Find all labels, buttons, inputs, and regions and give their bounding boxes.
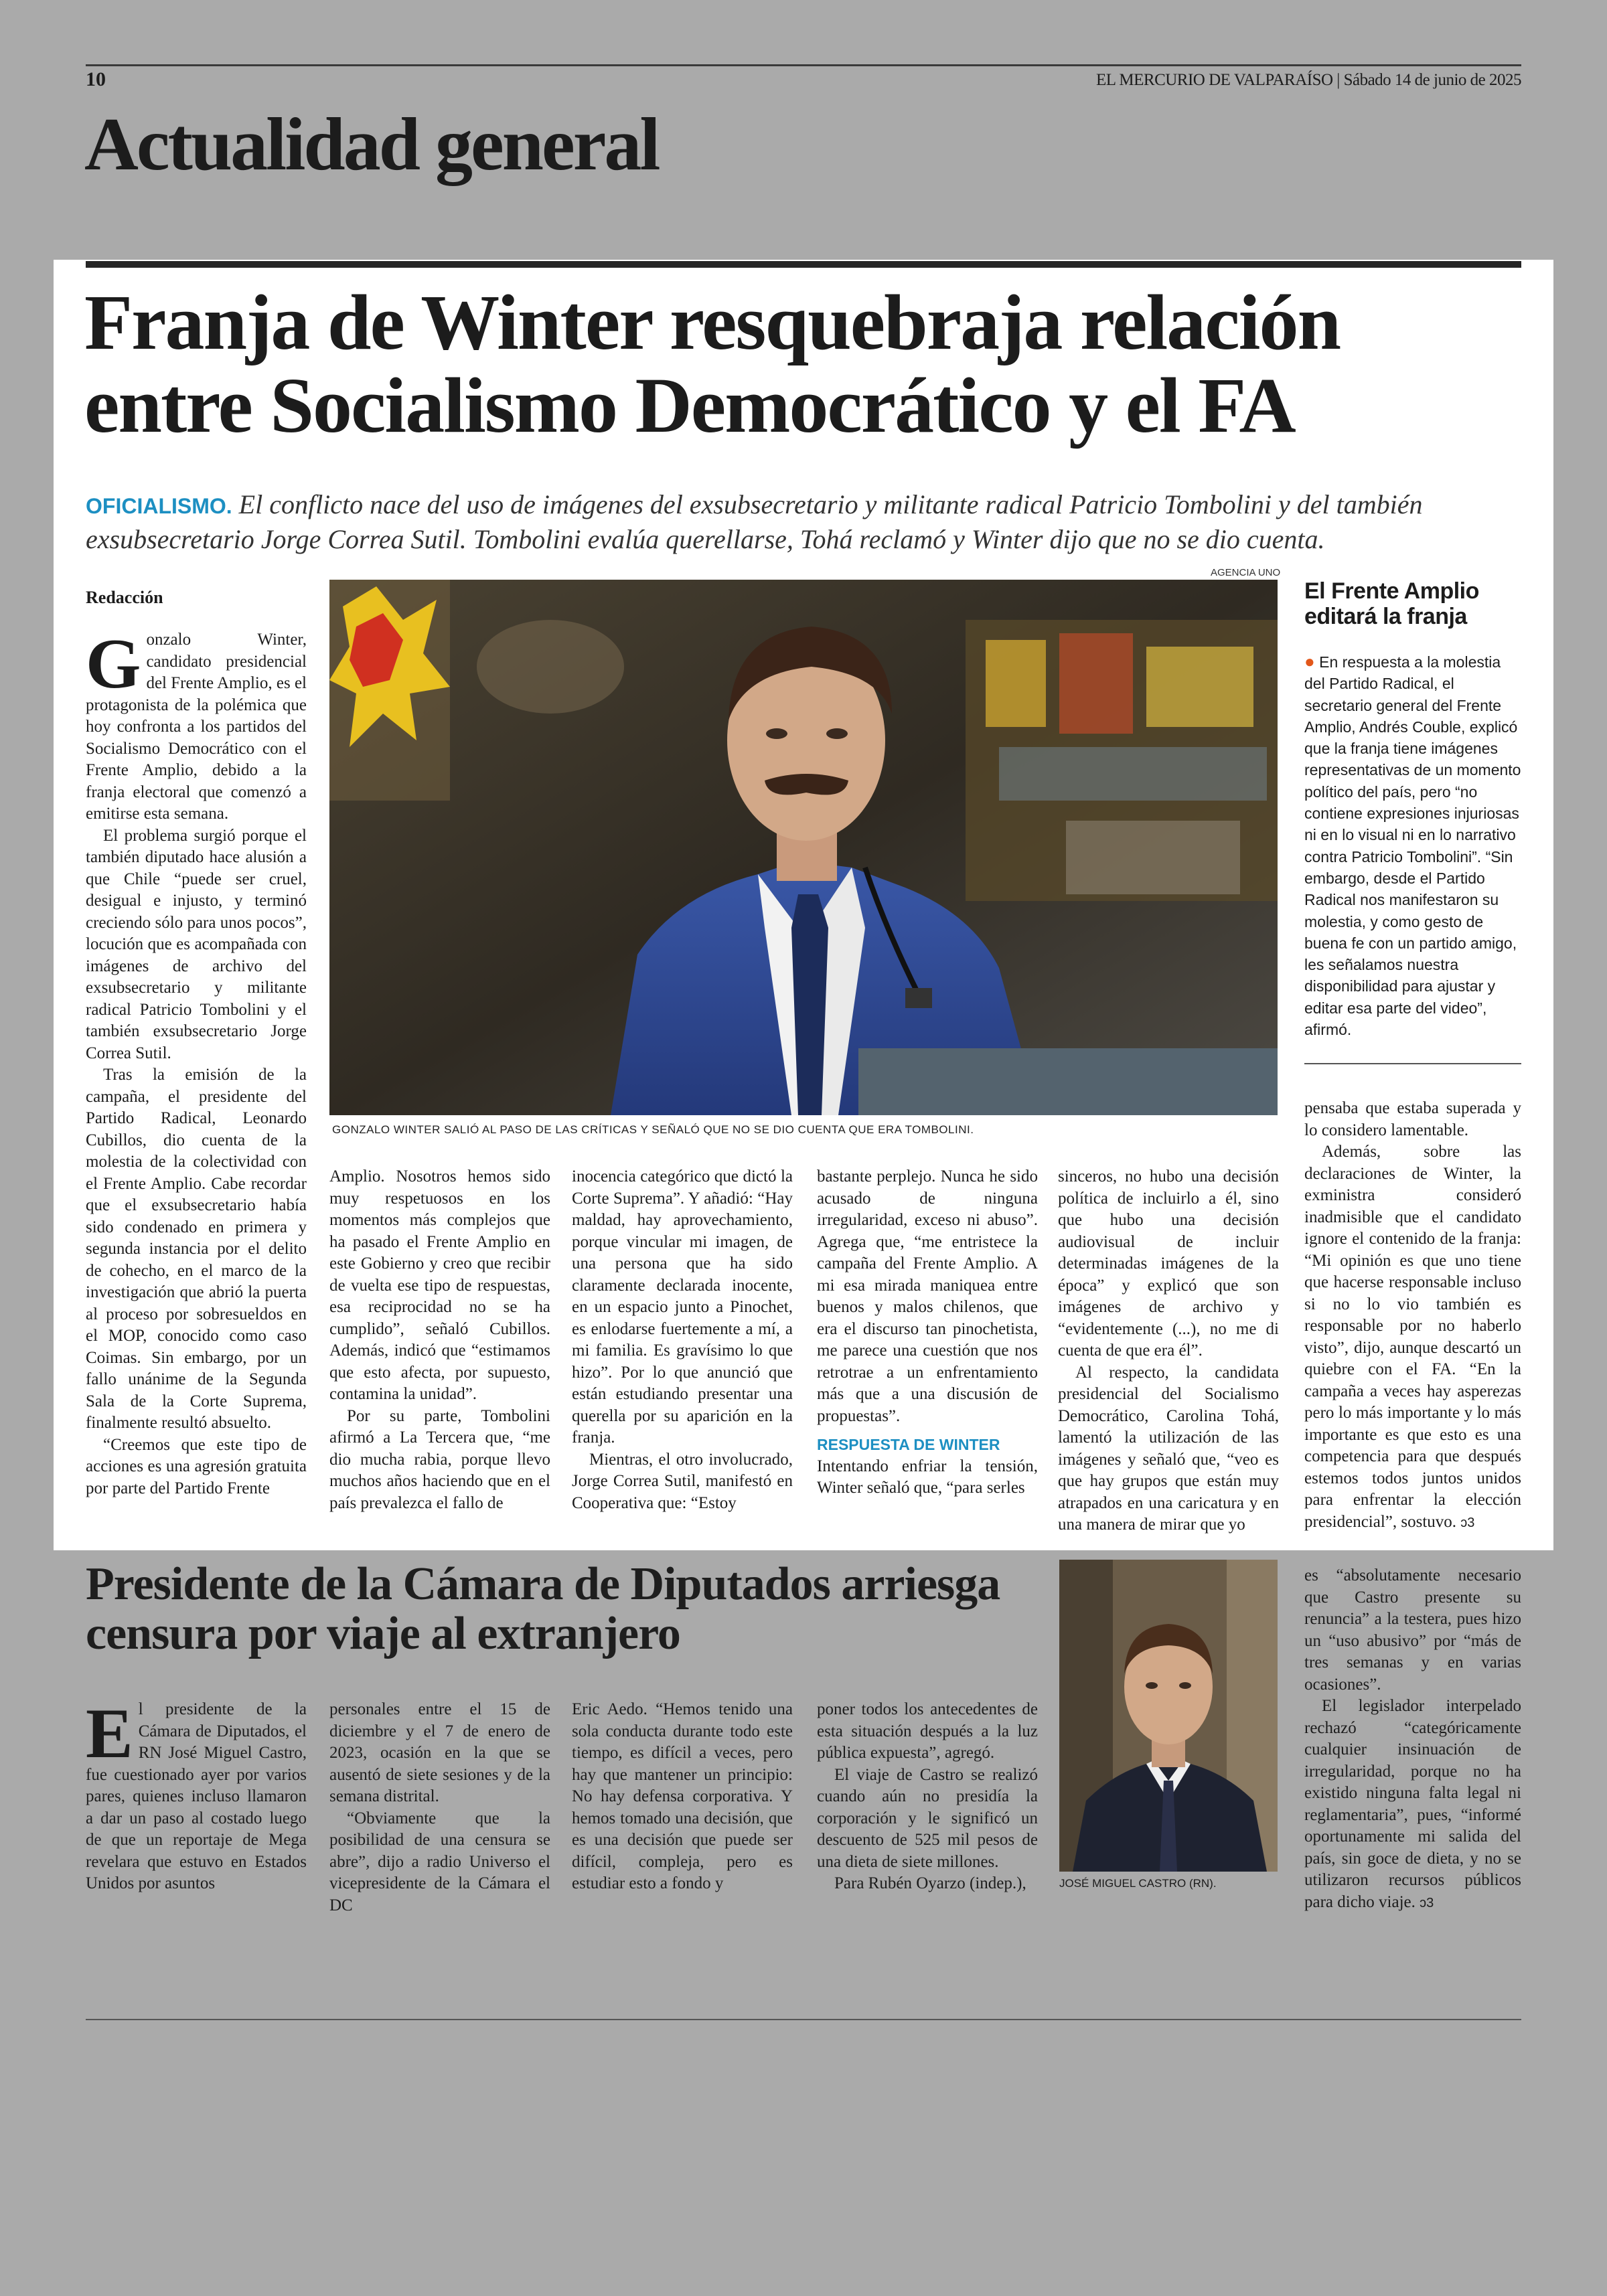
second-column-2 <box>329 1699 550 1916</box>
publication-info: EL MERCURIO DE VALPARAÍSO | Sábado 14 de junio de 2025 <box>1096 71 1521 89</box>
bullet-dot-icon: ● <box>1304 651 1315 671</box>
paragraph: pensaba que estaba superada y lo considero lamentable. <box>1304 1099 1521 1139</box>
byline: Redacción <box>86 588 163 607</box>
paragraph: Tras la emisión de la campaña, el presidente del Partido Radical, Leonardo Cubillos, dio cuenta de la molestia de la colectividad con el Frente Amplio. Cabe recordar que el exsubsecretario había sido condenado en primera y segunda instancia por el delito de cohecho, en el marco de la investigación que abrió la puerta al proceso por sobresueldos en el MOP, conocido como caso Coimas. Sin embargo, por un fallo unánime de la Segunda Sala de la Corte Suprema, finalmente resultó absuelto. <box>86 1066 307 1432</box>
paragraph: Para Rubén Oyarzo (indep.), <box>834 1874 1026 1892</box>
photo-credit: AGENCIA UNO <box>1211 567 1281 578</box>
sidebar-title: El Frente Amplio editará la franja <box>1304 578 1479 630</box>
paragraph: Por su parte, Tombolini afirmó a La Tercera que, “me dio mucha rabia, porque llevo muchos años haciendo que en el país prevalezca el fallo de <box>329 1406 550 1512</box>
paragraph: Intentando enfriar la tensión, Winter señaló que, “para serles <box>817 1457 1038 1497</box>
paragraph-text: El legislador interpelado rechazó “categóricamente cualquier insinuación de irregularidad, porque no ha existido ninguna falta legal ni reglamentaria”, pues, “informé oportunamente mi salida del país, sin goce de dieta, y no se utilizaron recursos públicos para dicho viaje. <box>1304 1697 1521 1911</box>
paragraph: Eric Aedo. “Hemos tenido una sola conducta durante todo este tiempo, es difícil a veces, pero hay que mantener un principio: No hay defensa corporativa. Y hemos tomado una decisión, que es una decisión que puede ser difícil, compleja, pero es estudiar esto a fondo y <box>572 1700 793 1892</box>
photo-jose-miguel-castro <box>1059 1560 1278 1872</box>
second-column-6 <box>1304 1565 1521 1914</box>
paragraph: Mientras, el otro involucrado, Jorge Correa Sutil, manifestó en Cooperativa que: “Estoy <box>572 1450 793 1512</box>
photo-gonzalo-winter <box>329 580 1278 1115</box>
main-column-4 <box>817 1166 1038 1499</box>
paragraph: poner todos los antecedentes de esta situación después a la luz pública expuesta”, agregó. <box>817 1700 1038 1762</box>
main-column-3 <box>572 1166 793 1514</box>
main-column-5 <box>1058 1166 1279 1536</box>
sidebar-body <box>1304 651 1523 1040</box>
second-column-3 <box>572 1699 793 1895</box>
paragraph: El viaje de Castro se realizó cuando aún no presidía la corporación y le significó un descuento de 525 mil pesos de una dieta de siete millones. <box>817 1765 1038 1871</box>
second-column-1 <box>86 1694 307 1895</box>
paragraph: “Creemos que este tipo de acciones es una agresión gratuita por parte del Partido Frente <box>86 1435 307 1497</box>
paragraph: El problema surgió porque el también diputado hace alusión a que Chile “puede ser cruel, desigual e injusto, y terminó creciendo sólo para unos pocos”, locución que es acompañada con imágenes de archivo del exsubsecretario y militante radical Patricio Tombolini y el también exsubsecretario Jorge Correa Sutil. <box>86 826 307 1062</box>
page-top-rule <box>86 64 1521 66</box>
bottom-rule <box>86 2019 1521 2020</box>
paragraph: personales entre el 15 de diciembre y el 7 de enero de 2023, ocasión en la que se ausentó de siete sesiones y de la semana distrital. <box>329 1700 550 1805</box>
main-column-6 <box>1304 1098 1521 1534</box>
kicker: OFICIALISMO. <box>86 494 232 518</box>
sidebar-rule <box>1304 1063 1521 1064</box>
paragraph <box>1304 1696 1521 1914</box>
paragraph: Amplio. Nosotros hemos sido muy respetuosos en los momentos más complejos que ha pasado el Frente Amplio en este Gobierno y creo que recibir de vuelta ese tipo de respuestas, esa reciprocidad no se ha cumplido”, señaló Cubillos. Además, indicó que “estimamos que esto afecta, por supuesto, contamina la unidad”. <box>329 1167 550 1403</box>
second-column-4 <box>817 1699 1038 1895</box>
paragraph-text: Además, sobre las declaraciones de Winter, la exministra consideró inadmisible que el candidato ignore el contenido de la franja: “Mi opinión es que uno tiene que hacerse responsable incluso si no lo vio también es responsable por no haberlo visto”, dijo, aunque descartó un quiebre con el FA. “En la campaña a veces hay asperezas pero lo más importante y lo más importante es que esto es una competencia para que después estemos todos juntos unidos para enfrentar la elección presidencial”, sostuvo. <box>1304 1143 1521 1531</box>
photo2-caption: JOSÉ MIGUEL CASTRO (RN). <box>1059 1877 1217 1890</box>
paragraph: inocencia categórico que dictó la Corte Suprema”. Y añadió: “Hay maldad, hay aprovechamiento, porque vincular mi imagen, de una persona que ha sido claramente declarada inocente, en un espacio junto a Pinochet, es enlodarse fuertemente a mí, a mi familia. Es gravísimo lo que hizo”. Por lo que anunció que están estudiando presentar una querella por su aparición en la franja. <box>572 1167 793 1447</box>
deck-text: El conflicto nace del uso de imágenes del exsubsecretario y militante radical Patricio Tombolini y del también exsubsecretario Jorge Correa Sutil. Tombolini evalúa querellarse, Tohá reclamó y Winter dijo que no se dio cuenta. <box>86 489 1423 554</box>
dropcap: E <box>86 1694 133 1773</box>
main-column-2 <box>329 1166 550 1514</box>
paragraph: onzalo Winter, candidato presidencial del Frente Amplio, es el protagonista de la polémica que hoy confronta a los partidos del Socialismo Democrático con el Frente Amplio, debido a la franja electoral que comenzó a emitirse esta semana. <box>86 631 307 823</box>
paragraph: sinceros, no hubo una decisión política de incluirlo a él, sino que hubo una decisión audiovisual de incluir determinadas imágenes de la época” y explicó que son imágenes de archivo y “evidentemente (...), no me di cuenta de que era él”. <box>1058 1167 1279 1360</box>
paragraph: l presidente de la Cámara de Diputados, el RN José Miguel Castro, fue cuestionado ayer por varios pares, quienes incluso llamaron a dar un paso al costado luego de que un reportaje de Mega revelara que estuvo en Estados Unidos por asuntos <box>86 1700 307 1892</box>
paragraph: es “absolutamente necesario que Castro presente su renuncia” a la testera, pues hizo un “uso abusivo” por “más de tres semanas y en varias ocasiones”. <box>1304 1566 1521 1694</box>
sidebar-text: En respuesta a la molestia del Partido Radical, el secretario general del Frente Amplio, Andrés Couble, explicó que la franja tiene imágenes representativas de un momento político del país, pero “no contiene expresiones injuriosas ni en lo visual ni en lo narrativo contra Patricio Tombolini”. “Sin embargo, desde el Partido Radical nos manifestaron su molestia, y como gesto de buena fe con un partido amigo, les señalamos nuestra disponibilidad para ajustar y editar esa parte del video”, afirmó. <box>1304 653 1521 1039</box>
paragraph: bastante perplejo. Nunca he sido acusado de ninguna irregularidad, exceso ni abuso”. Agrega que, “me entristece la campaña del Frente Amplio. A mi esa mirada maniquea entre buenos y malos chilenos, que era el discurso tan pinochetista, me parece una cuestión que nos retrotrae a un enfrentamiento más que a una discusión de propuestas”. <box>817 1167 1038 1425</box>
photo-caption: GONZALO WINTER SALIÓ AL PASO DE LAS CRÍTICAS Y SEÑALÓ QUE NO SE DIO CUENTA QUE ERA TOMBOLINI. <box>332 1123 974 1136</box>
paragraph: “Obviamente que la posibilidad de una censura se abre”, dijo a radio Universo el vicepresidente de la Cámara el DC <box>329 1809 550 1914</box>
paragraph <box>1304 1141 1521 1534</box>
subhead: RESPUESTA DE WINTER <box>817 1436 1000 1453</box>
page-number: 10 <box>86 68 106 90</box>
section-title: Actualidad general <box>84 103 659 186</box>
end-mark-icon: ↄ3 <box>1460 1515 1475 1530</box>
dropcap: G <box>86 625 141 703</box>
end-mark-icon: ↄ3 <box>1420 1895 1434 1910</box>
article-top-rule <box>86 261 1521 268</box>
main-column-1 <box>86 625 307 1499</box>
paragraph: Al respecto, la candidata presidencial del Socialismo Democrático, Carolina Tohá, lamentó la utilización de las imágenes y señaló que, “veo es que hay grupos que están muy atrapados en una caricatura y en una manera de mirar que yo <box>1058 1363 1279 1534</box>
second-headline: Presidente de la Cámara de Diputados arriesga censura por viaje al extranjero <box>86 1558 1000 1659</box>
main-headline: Franja de Winter resquebraja relación entre Socialismo Democrático y el FA <box>84 278 1341 449</box>
main-deck <box>86 487 1525 557</box>
